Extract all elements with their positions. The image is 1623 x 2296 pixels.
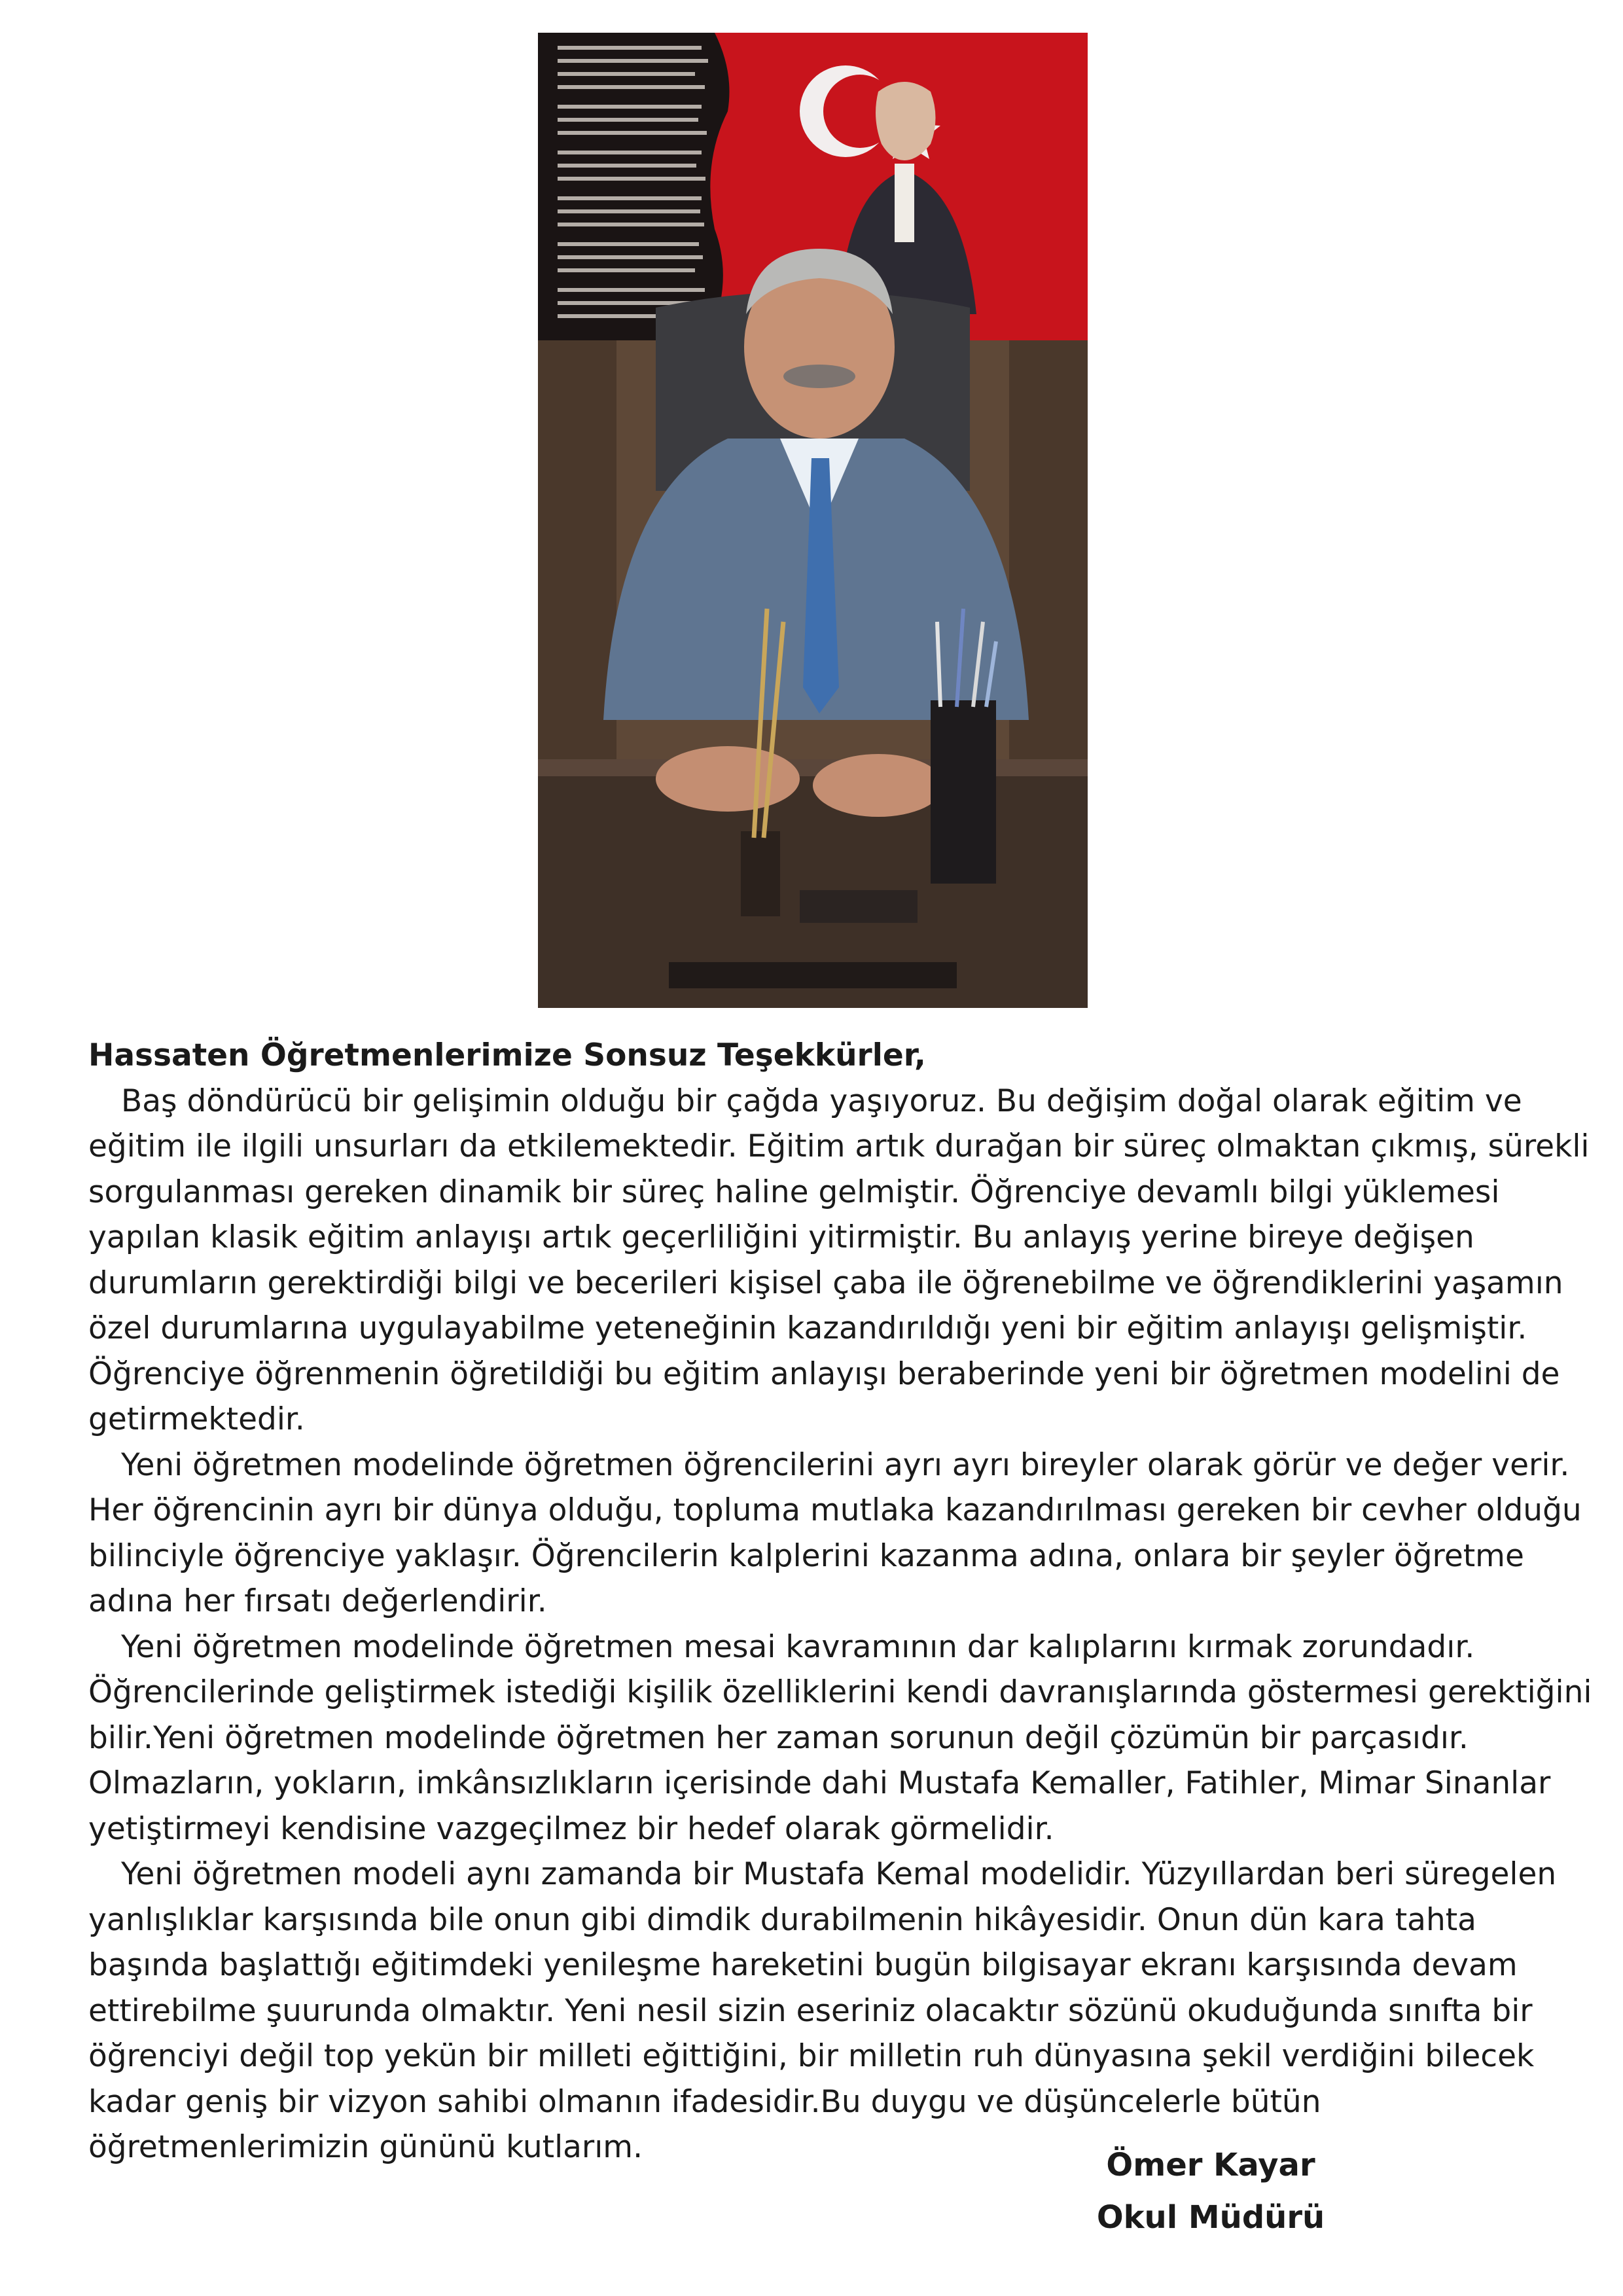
letter-paragraph-2: Yeni öğretmen modelinde öğretmen öğrencilerini ayrı ayrı bireyler olarak görür ve değer verir. Her öğrencinin ayrı bir dünya olduğu, topluma mutlaka kazandırılması gereken bir cevher olduğu bilinciyle öğrenciye yaklaşır. Öğrencilerin kalplerini kazanma adına, onlara bir şeyler öğretme adına her fırsatı değerlendirir. (88, 1446, 1582, 1619)
signature-title: Okul Müdürü (1096, 2199, 1325, 2236)
signature-name: Ömer Kayar (1106, 2147, 1315, 2183)
letter-paragraph-1: Baş döndürücü bir gelişimin olduğu bir çağda yaşıyoruz. Bu değişim doğal olarak eğitim ve eğitim ile ilgili unsurları da etkilemektedir. Eğitim artık durağan bir süreç olmaktan çıkmış, sürekli sorgulanması gereken dinamik bir süreç haline gelmiştir. Öğrenciye devamlı bilgi yüklemesi yapılan klasik eğitim anlayışı artık geçerliliğini yitirmiştir. Bu anlayış yerine bireye değişen durumların gerektirdiği bilgi ve becerileri kişisel çaba ile öğrenebilme ve öğrendiklerini yaşamın özel durumlarına uygulayabilme yeteneğinin kazandırıldığı yeni bir eğitim anlayışı gelişmiştir. Öğrenciye öğrenmenin öğretildiği bu eğitim anlayışı beraberinde yeni bir öğretmen modelini de getirmektedir. (88, 1083, 1590, 1437)
letter-body (88, 1033, 1594, 2170)
signature-block (1047, 2139, 1374, 2244)
letter-paragraph-4: Yeni öğretmen modeli aynı zamanda bir Mustafa Kemal modelidir. Yüzyıllardan beri süregelen yanlışlıklar karşısında bile onun gibi dimdik durabilmenin hikâyesidir. Onun dün kara tahta başında başlattığı eğitimdeki yenileşme hareketini bugün bilgisayar ekranı karşısında devam ettirebilme şuurunda olmaktır. Yeni nesil sizin eseriniz olacaktır sözünü okuduğunda sınıfta bir öğrenciyi değil top yekün bir milleti eğittiğini, bir milletin ruh dünyasına şekil verdiğini bilecek kadar geniş bir vizyon sahibi olmanın ifadesidir.Bu duygu ve düşüncelerle bütün öğretmenlerimizin gününü kutlarım. (88, 1856, 1557, 2165)
letter-paragraph-3: Yeni öğretmen modelinde öğretmen mesai kavramının dar kalıplarını kırmak zorundadır. Öğrencilerinde geliştirmek istediği kişilik özelliklerini kendi davranışlarında göstermesi gerektiğini bilir.Yeni öğretmen modelinde öğretmen her zaman sorunun değil çözümün bir parçasıdır. Olmazların, yokların, imkânsızlıkların içerisinde dahi Mustafa Kemaller, Fatihler, Mimar Sinanlar yetiştirmeyi kendisine vazgeçilmez bir hedef olarak görmelidir. (88, 1628, 1592, 1847)
principal-photo (538, 33, 1088, 1008)
letter-greeting: Hassaten Öğretmenlerimize Sonsuz Teşekkürler, (88, 1037, 926, 1073)
